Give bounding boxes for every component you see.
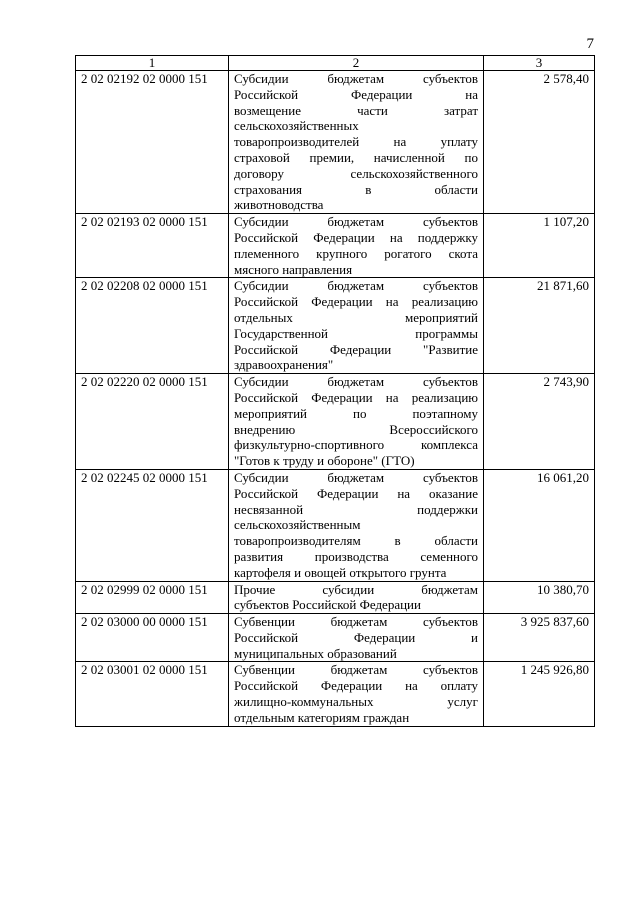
description-cell — [229, 581, 484, 614]
description-line: Субвенции бюджетам субъектов — [234, 662, 478, 678]
table-row — [76, 662, 595, 726]
budget-code-cell: 2 02 02999 02 0000 151 — [76, 581, 229, 614]
amount-cell: 3 925 837,60 — [484, 614, 595, 662]
description-line: Российской Федерации на оплату — [234, 678, 478, 694]
description-line: Субсидии бюджетам субъектов — [234, 71, 478, 86]
description-line: Государственной программы — [234, 325, 478, 341]
table-row — [76, 469, 595, 581]
column-header-1: 1 — [76, 56, 229, 71]
description-line: отдельных мероприятий — [234, 309, 478, 325]
description-line: Российской Федерации и — [234, 629, 478, 645]
description-line: Прочие субсидии бюджетам — [234, 581, 478, 597]
amount-cell: 10 380,70 — [484, 581, 595, 614]
description-line: сельскохозяйственным — [234, 517, 361, 533]
budget-code-cell: 2 02 03001 02 0000 151 — [76, 662, 229, 726]
description-cell — [229, 278, 484, 374]
description-line: сельскохозяйственных — [234, 118, 359, 134]
column-header-2: 2 — [229, 56, 484, 71]
amount-cell: 2 743,90 — [484, 374, 595, 470]
description-line: здравоохранения" — [234, 357, 334, 373]
description-cell — [229, 469, 484, 581]
table-header-row — [76, 56, 595, 71]
table-row — [76, 71, 595, 214]
description-line: жилищно-коммунальных услуг — [234, 694, 478, 710]
description-cell — [229, 214, 484, 278]
table-row — [76, 214, 595, 278]
table-row — [76, 614, 595, 662]
description-line: Российской Федерации на — [234, 86, 478, 102]
description-line: страхования в области — [234, 181, 478, 197]
description-cell — [229, 662, 484, 726]
description-cell — [229, 71, 484, 214]
description-line: товаропроизводителям в области — [234, 533, 478, 549]
description-line: субъектов Российской Федерации — [234, 597, 421, 613]
amount-cell: 16 061,20 — [484, 469, 595, 581]
budget-code-cell: 2 02 02193 02 0000 151 — [76, 214, 229, 278]
description-line: Российской Федерации на поддержку — [234, 229, 478, 245]
description-line: картофеля и овощей открытого грунта — [234, 564, 447, 580]
table-row — [76, 374, 595, 470]
table-row — [76, 278, 595, 374]
page-number: 7 — [586, 36, 594, 52]
column-header-3: 3 — [484, 56, 595, 71]
description-line: отдельным категориям граждан — [234, 709, 410, 725]
description-line: договору сельскохозяйственного — [234, 165, 478, 181]
description-line: Российской Федерации "Развитие — [234, 341, 478, 357]
description-line: физкультурно-спортивного комплекса — [234, 437, 478, 453]
amount-cell: 21 871,60 — [484, 278, 595, 374]
description-line: Субсидии бюджетам субъектов — [234, 214, 478, 230]
description-line: возмещение части затрат — [234, 102, 478, 118]
amount-cell: 1 245 926,80 — [484, 662, 595, 726]
description-line: Российской Федерации на реализацию — [234, 389, 478, 405]
description-line: мясного направления — [234, 261, 353, 277]
description-line: животноводства — [234, 197, 324, 213]
description-line: Российской Федерации на оказание — [234, 485, 478, 501]
description-line: Субсидии бюджетам субъектов — [234, 374, 478, 390]
description-line: товаропроизводителей на уплату — [234, 134, 478, 150]
budget-code-cell: 2 02 02208 02 0000 151 — [76, 278, 229, 374]
description-line: несвязанной поддержки — [234, 501, 478, 517]
budget-code-cell: 2 02 02192 02 0000 151 — [76, 71, 229, 214]
budget-code-cell: 2 02 02245 02 0000 151 — [76, 469, 229, 581]
description-line: Российской Федерации на реализацию — [234, 294, 478, 310]
description-line: мероприятий по поэтапному — [234, 405, 478, 421]
budget-code-cell: 2 02 03000 00 0000 151 — [76, 614, 229, 662]
description-line: страховой премии, начисленной по — [234, 149, 478, 165]
description-line: развития производства семенного — [234, 548, 478, 564]
description-line: внедрению Всероссийского — [234, 421, 478, 437]
budget-code-cell: 2 02 02220 02 0000 151 — [76, 374, 229, 470]
table-row — [76, 581, 595, 614]
description-line: Субсидии бюджетам субъектов — [234, 278, 478, 294]
description-line: Субсидии бюджетам субъектов — [234, 469, 478, 485]
budget-table — [75, 55, 595, 727]
description-line: племенного крупного рогатого скота — [234, 245, 478, 261]
description-line: Субвенции бюджетам субъектов — [234, 614, 478, 630]
description-cell — [229, 614, 484, 662]
description-line: "Готов к труду и обороне" (ГТО) — [234, 453, 415, 469]
description-cell — [229, 374, 484, 470]
amount-cell: 2 578,40 — [484, 71, 595, 214]
description-line: муниципальных образований — [234, 645, 397, 661]
amount-cell: 1 107,20 — [484, 214, 595, 278]
